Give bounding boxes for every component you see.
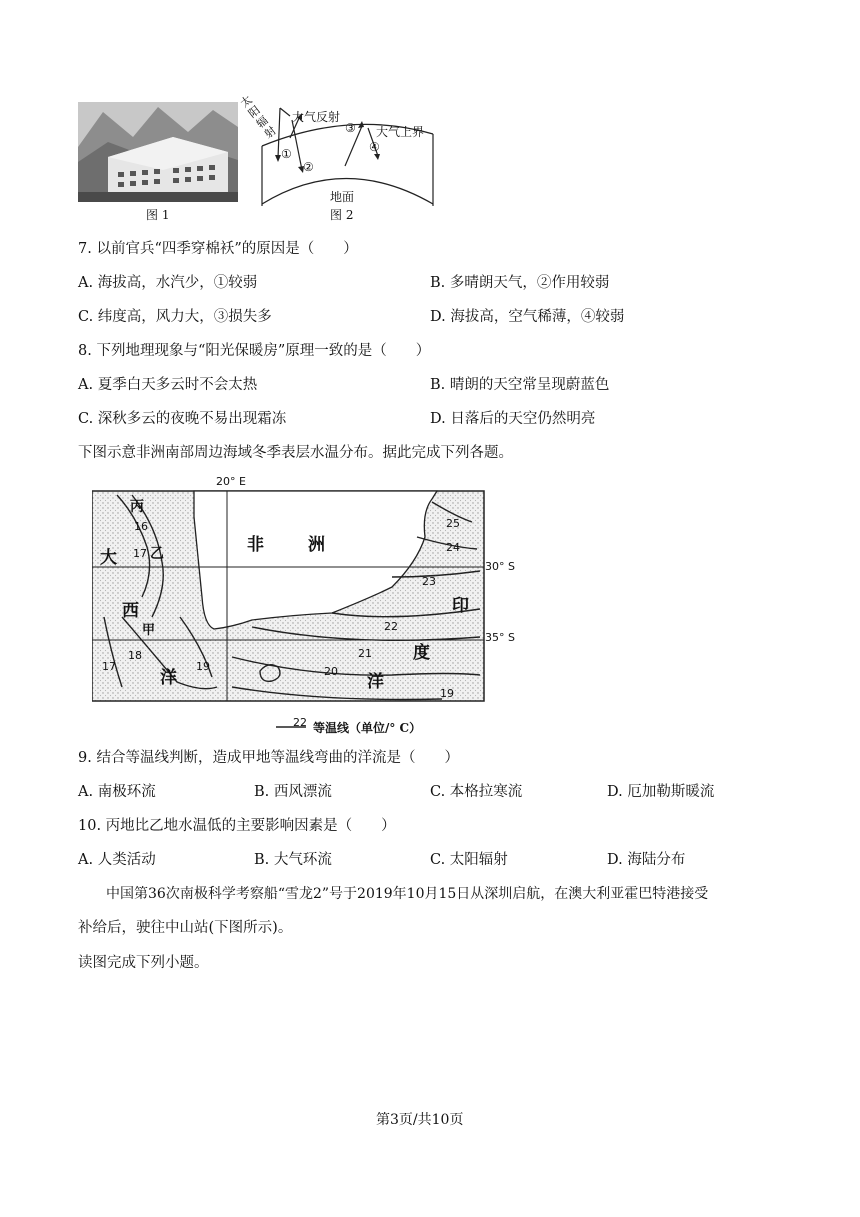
building-photo-image [78,102,238,202]
lat-30-label: 30° S [485,560,515,573]
question-7-option-b: B. 多晴朗天气，②作用较弱 [430,275,610,291]
question-7-option-d: D. 海拔高，空气稀薄，④较弱 [430,309,625,325]
isotherm-24-label: 24 [446,541,460,554]
lon-label: 20° E [216,475,246,488]
isotherm-25-label: 25 [446,517,460,530]
question-8-option-a: A. 夏季白天多云时不会太热 [78,377,258,393]
atlantic-char-2: 西 [122,601,139,621]
ground-label: 地面 [330,190,355,204]
question-7-stem: 7. 以前官兵“四季穿棉袄”的原因是（ ） [78,241,358,257]
passage-line-1: 中国第36次南极科学考察船“雪龙2”号于2019年10月15日从深圳启航，在澳大利亚霍巴特港接受 [106,886,709,902]
passage-line-3: 读图完成下列小题。 [78,955,209,971]
page-footer: 第3页/共10页 [376,1112,464,1128]
arrow-2 [292,120,302,170]
indian-char-3: 洋 [367,672,384,692]
isotherm-21-label: 21 [358,647,372,660]
passage-line-2: 补给后，驶往中山站(下图所示)。 [78,920,293,936]
question-10-option-b: B. 大气环流 [254,852,332,868]
bing-label: 丙 [130,499,144,515]
question-9-option-a: A. 南极环流 [78,784,156,800]
question-7-option-c: C. 纬度高，风力大，③损失多 [78,309,272,325]
isotherm-17-label: 17 [133,547,147,560]
map-intro-text: 下图示意非洲南部周边海域冬季表层水温分布。据此完成下列各题。 [78,445,513,461]
question-8-stem: 8. 下列地理现象与“阳光保暖房”原理一致的是（ ） [78,343,431,359]
africa-label-1: 非 [247,535,264,555]
isotherm-19e-label: 19 [440,687,454,700]
question-10-stem: 10. 丙地比乙地水温低的主要影响因素是（ ） [78,818,396,834]
question-8-option-b: B. 晴朗的天空常呈现蔚蓝色 [430,377,610,393]
atm-top-label: 大气上界 [376,125,425,139]
question-8-option-d: D. 日落后的天空仍然明亮 [430,411,596,427]
jia-label: 甲 [142,623,156,638]
atm-reflect-label: 大气反射 [292,110,341,124]
isotherm-16-label: 16 [134,520,148,533]
isotherm-20-label: 20 [324,665,338,678]
question-10-option-a: A. 人类活动 [78,852,156,868]
legend-text: 等温线（单位/° C） [313,721,422,735]
question-9-option-d: D. 厄加勒斯暖流 [607,784,715,800]
lat-35-label: 35° S [485,631,515,644]
isotherm-22-label: 22 [384,620,398,633]
marker-2: ② [303,160,314,174]
question-9-option-b: B. 西风漂流 [254,784,332,800]
question-10-option-d: D. 海陆分布 [607,852,686,868]
marker-4: ④ [369,140,380,154]
question-7-option-a: A. 海拔高，水汽少，①较弱 [78,275,258,291]
indian-char-1: 印 [452,596,469,616]
marker-3: ③ [345,121,356,135]
marker-1: ① [281,147,292,161]
figure1-photo [78,102,238,202]
atlantic-char-1: 大 [100,548,117,568]
figure1-caption: 图 1 [146,208,170,222]
isotherm-18-label: 18 [128,649,142,662]
question-8-option-c: C. 深秋多云的夜晚不易出现霜冻 [78,411,287,427]
question-9-stem: 9. 结合等温线判断，造成甲地等温线弯曲的洋流是（ ） [78,750,459,766]
africa-label-2: 洲 [308,535,325,555]
yi-label: 乙 [150,546,164,562]
question-10-option-c: C. 太阳辐射 [430,852,508,868]
isotherm-23-label: 23 [422,575,436,588]
question-9-option-c: C. 本格拉寒流 [430,784,523,800]
indian-char-2: 度 [413,643,430,663]
figure2-caption: 图 2 [330,208,354,222]
legend-value: 22 [293,716,307,729]
solar-radiation-label: 太阳辐射 [238,93,279,141]
isotherm-19w-label: 19 [196,660,210,673]
isotherm-17w-label: 17 [102,660,116,673]
atlantic-char-3: 洋 [160,668,177,688]
